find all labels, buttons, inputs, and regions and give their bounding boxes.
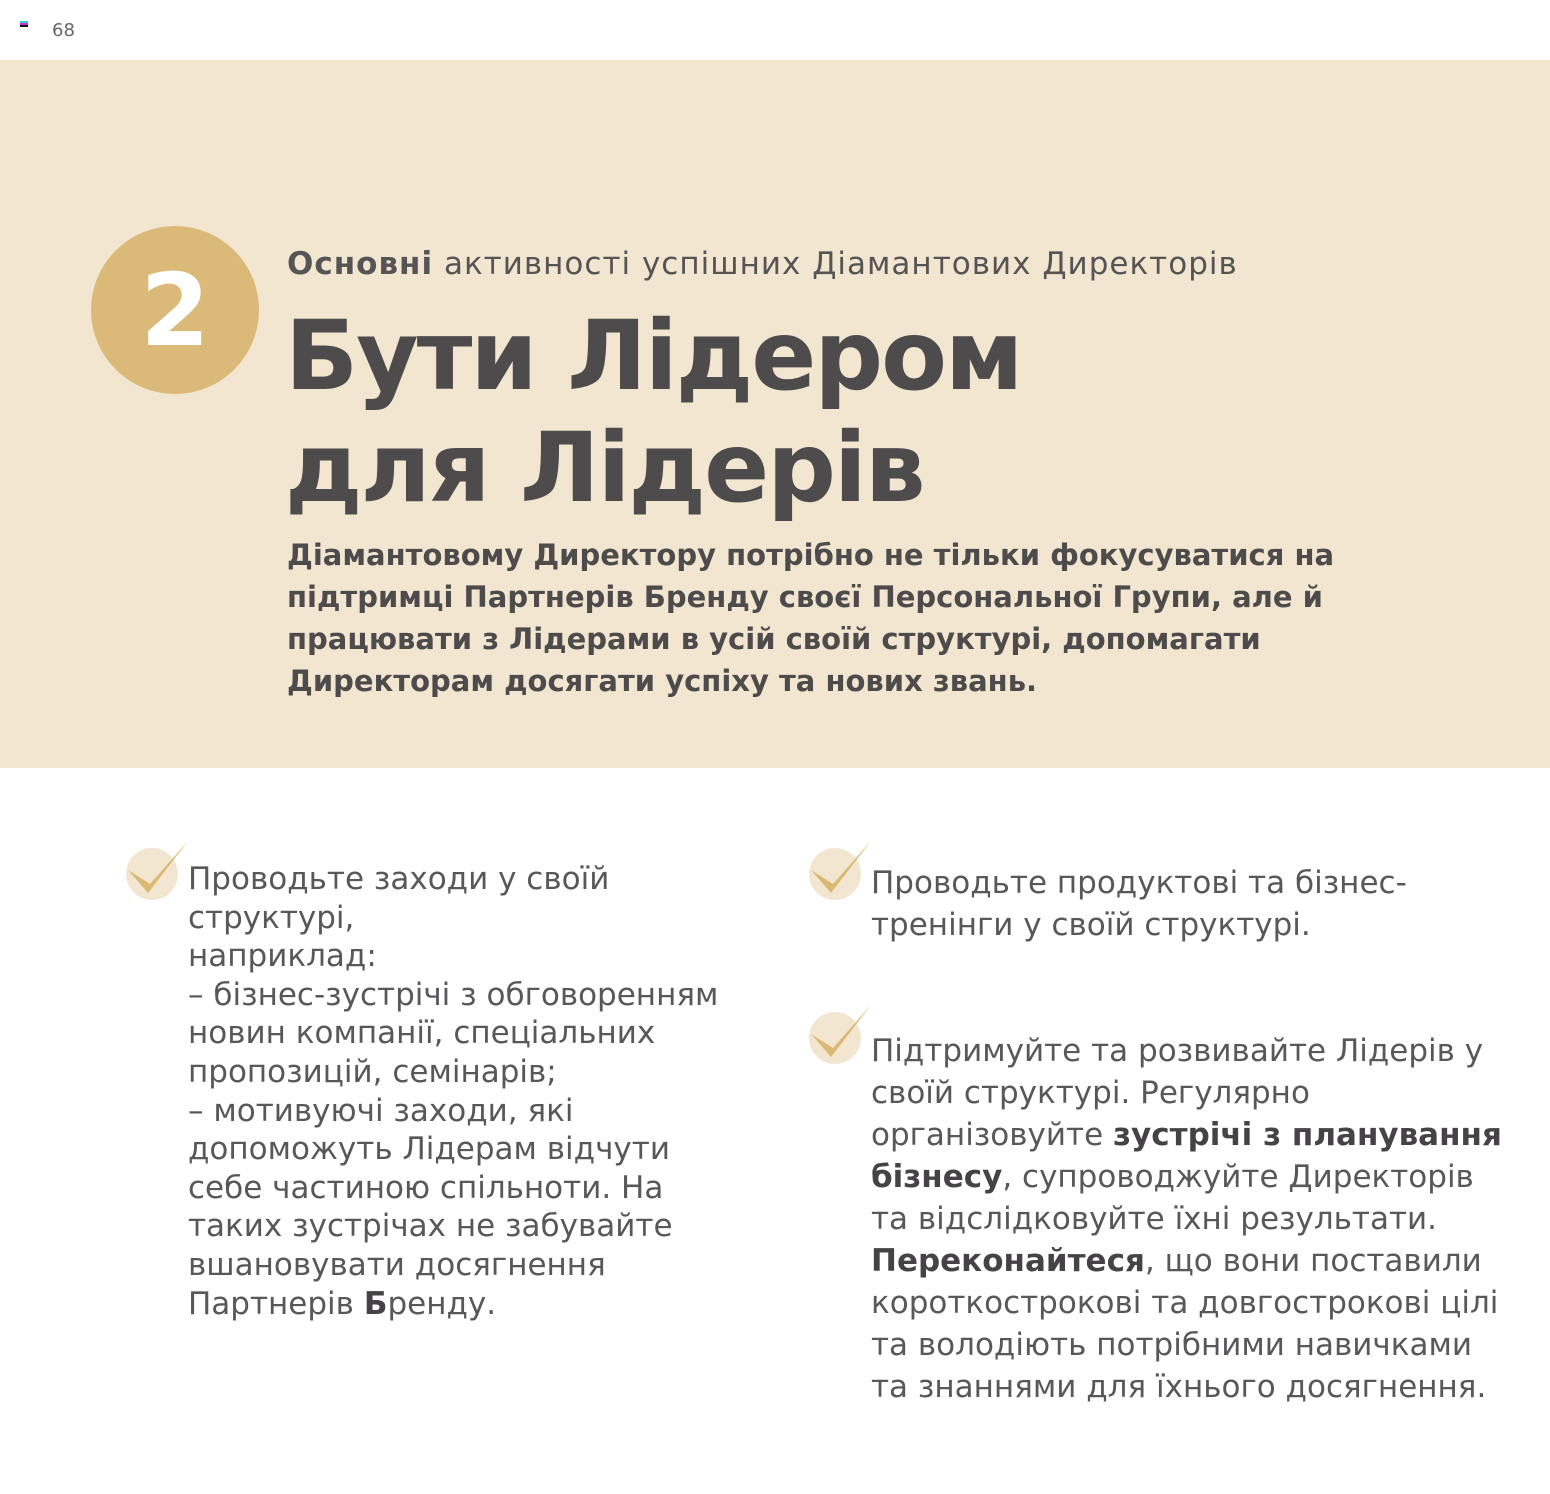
section-subtitle xyxy=(287,246,1238,282)
bold-text: Переконайтеся xyxy=(871,1243,1145,1279)
page-title: Бути Лідером для Лідерів xyxy=(285,300,1022,524)
checkmark-icon xyxy=(803,1002,873,1072)
text: , що вони поставили короткострокові та довгострокові цілі та володіють потрібними навичками та знаннями для їхнього досягнення. xyxy=(871,1243,1499,1405)
subtitle-bold: Основні xyxy=(287,246,434,282)
text: ренду. xyxy=(387,1285,497,1322)
bullet-item xyxy=(871,1030,1511,1408)
checkmark-icon xyxy=(120,838,190,908)
text: Проводьте заходи у своїй структурі, наприклад: – бізнес-зустрічі з обговоренням новин компанії, спеціальних пропозицій, семінарів; – мотивуючі заходи, які допоможуть Лідерам відчути себе частиною спільноти. На таких зустрічах не забувайте вшановувати досягнення Партнерів xyxy=(188,861,719,1322)
subtitle-rest: активності успішних Діамантових Директорів xyxy=(433,246,1238,282)
text: Проводьте продуктові та бізнес-тренінги у своїй структурі. xyxy=(871,865,1407,943)
bullet-item xyxy=(188,860,748,1323)
lead-paragraph: Діамантовому Директору потрібно не тільки фокусуватися на підтримці Партнерів Бренду своєї Персональної Групи, але й працювати з Лідерами в усій своїй структурі, допомагати Директорам досягати успіху та нових звань. xyxy=(287,538,1335,698)
text: Підтримуйте та розвивайте Лідерів у своїй структурі. Регулярно організовуйте xyxy=(871,1033,1484,1153)
checkmark-icon xyxy=(803,838,873,908)
page-number: 68 xyxy=(52,20,75,41)
text: , супроводжуйте Директорів та відслідковуйте їхні результати. xyxy=(871,1159,1474,1237)
section-number-badge: 2 xyxy=(91,226,259,394)
bold-text: зустрічі з планування бізнесу xyxy=(871,1117,1502,1195)
print-marks xyxy=(20,21,28,27)
bold-text: Б xyxy=(363,1285,388,1322)
bullet-item xyxy=(871,862,1511,946)
